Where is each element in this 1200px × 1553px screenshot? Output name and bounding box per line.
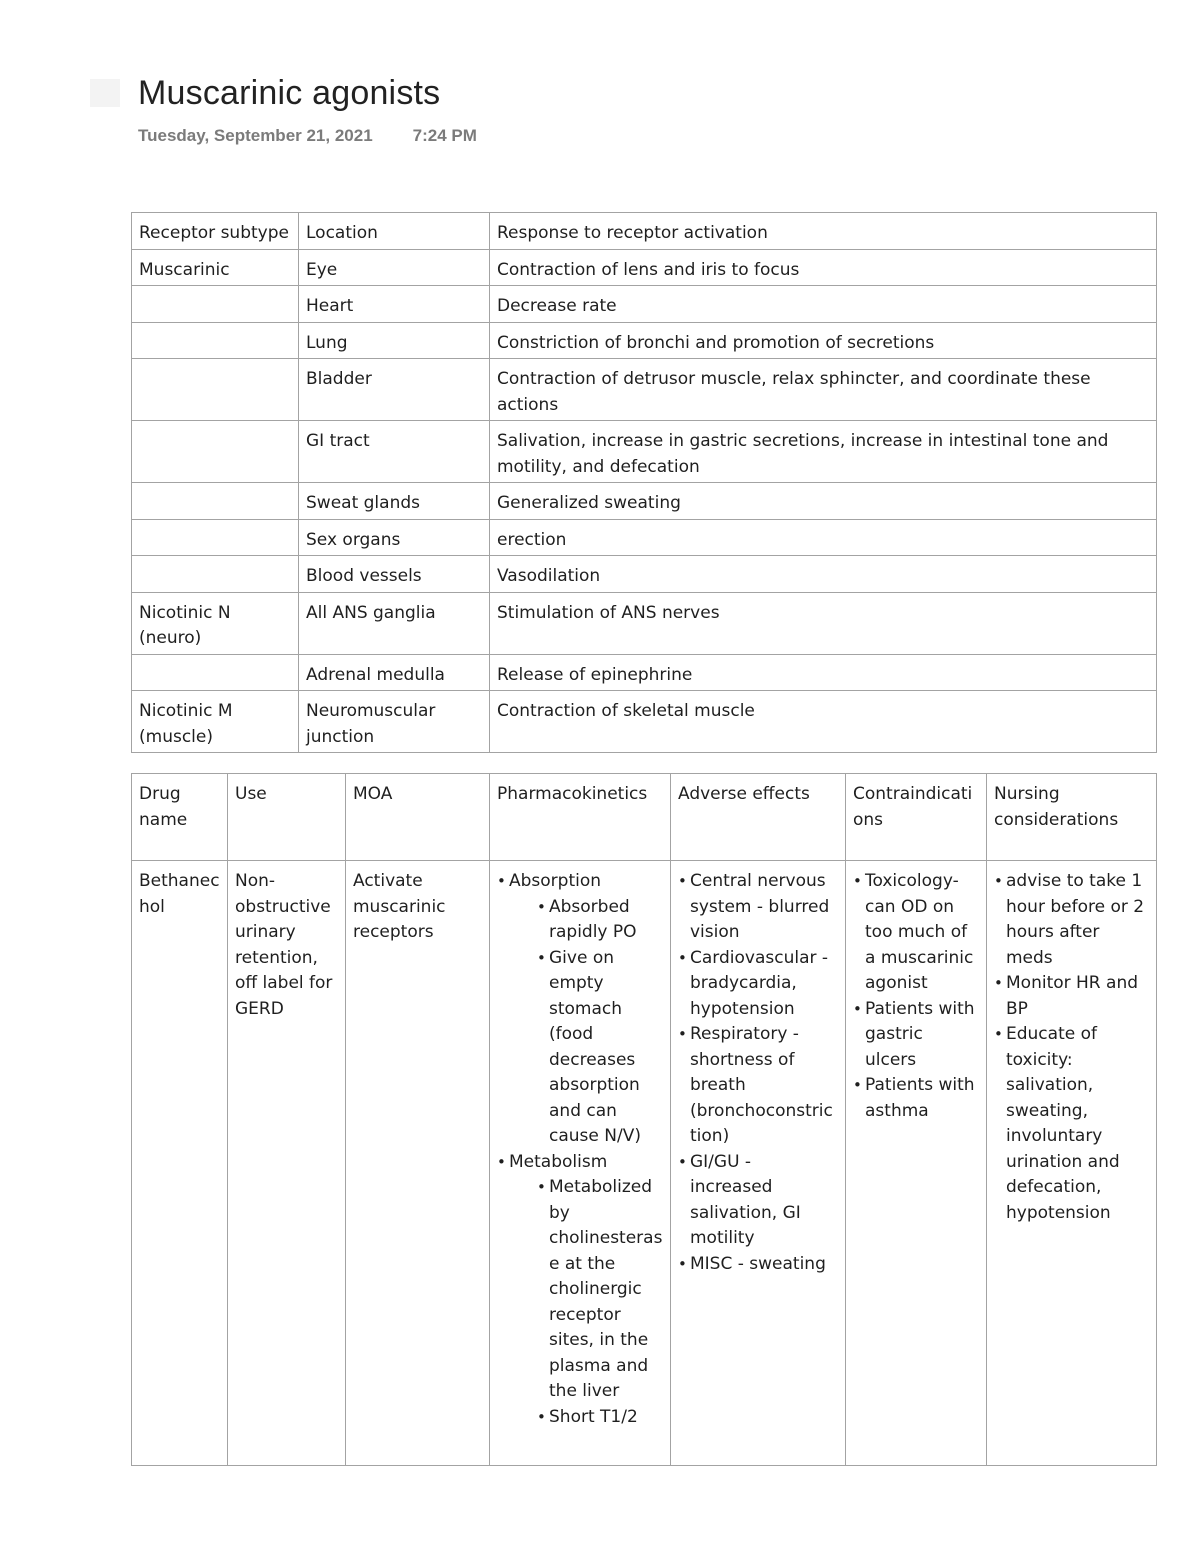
table-row xyxy=(132,556,1157,593)
list-item: • MISC - sweating xyxy=(678,1252,838,1278)
page-title: Muscarinic agonists xyxy=(138,74,441,112)
list-item: • Give on empty stomach (food decreases absorption and can cause N/V) xyxy=(537,946,663,1150)
header-cell: Receptor subtype xyxy=(132,213,299,250)
list-item: • Metabolism xyxy=(497,1150,663,1176)
metabolism-sublist xyxy=(537,1175,663,1430)
header-cell: Location xyxy=(299,213,490,250)
list-item: • Educate of toxicity: salivation, sweating, involuntary urination and defecation, hypotension xyxy=(994,1022,1149,1226)
table-cell: Sweat glands xyxy=(299,483,490,520)
table-cell: Salivation, increase in gastric secretions, increase in intestinal tone and motility, and defecation xyxy=(490,421,1157,483)
moa-cell: Activate muscarinic receptors xyxy=(346,861,490,1466)
pharmacokinetics-cell xyxy=(490,861,671,1466)
table-row xyxy=(132,691,1157,753)
drug-table xyxy=(131,773,1157,1466)
adverse-effects-cell xyxy=(671,861,846,1466)
list-item: • Patients with gastric ulcers xyxy=(853,997,979,1074)
table-row xyxy=(132,592,1157,654)
page-time: 7:24 PM xyxy=(412,126,477,145)
table-cell: Vasodilation xyxy=(490,556,1157,593)
contraindications-list xyxy=(853,869,979,1124)
table-cell: Muscarinic xyxy=(132,249,299,286)
table-row xyxy=(132,519,1157,556)
table-cell: Adrenal medulla xyxy=(299,654,490,691)
table-cell: Contraction of detrusor muscle, relax sphincter, and coordinate these actions xyxy=(490,359,1157,421)
table-row xyxy=(132,483,1157,520)
table-cell: Contraction of lens and iris to focus xyxy=(490,249,1157,286)
table-cell xyxy=(132,322,299,359)
contraindications-cell xyxy=(846,861,987,1466)
list-item: • Absorption xyxy=(497,869,663,895)
header-cell: Use xyxy=(228,774,346,861)
table-cell xyxy=(132,286,299,323)
table-cell: Heart xyxy=(299,286,490,323)
table-cell: All ANS ganglia xyxy=(299,592,490,654)
table-cell: GI tract xyxy=(299,421,490,483)
table-cell: Decrease rate xyxy=(490,286,1157,323)
page-date: Tuesday, September 21, 2021 xyxy=(138,126,373,145)
table-cell xyxy=(132,519,299,556)
table-cell: Neuromuscular junction xyxy=(299,691,490,753)
table-row xyxy=(132,322,1157,359)
header-cell: MOA xyxy=(346,774,490,861)
list-item: • Cardiovascular - bradycardia, hypotension xyxy=(678,946,838,1023)
list-item: • GI/GU - increased salivation, GI motility xyxy=(678,1150,838,1252)
pharmacokinetics-list xyxy=(497,1150,663,1176)
nursing-considerations-list xyxy=(994,869,1149,1226)
table-cell: Lung xyxy=(299,322,490,359)
table-cell: Bladder xyxy=(299,359,490,421)
header-cell: Drug name xyxy=(132,774,228,861)
header-cell: Response to receptor activation xyxy=(490,213,1157,250)
header-cell: Nursing considerations xyxy=(987,774,1157,861)
table-cell: Blood vessels xyxy=(299,556,490,593)
table-row xyxy=(132,286,1157,323)
absorption-sublist xyxy=(537,895,663,1150)
table-cell: Contraction of skeletal muscle xyxy=(490,691,1157,753)
table-row xyxy=(132,861,1157,1466)
nursing-considerations-cell xyxy=(987,861,1157,1466)
table-cell: Sex organs xyxy=(299,519,490,556)
table-cell xyxy=(132,421,299,483)
page-marker xyxy=(90,79,120,107)
header-cell: Contraindications xyxy=(846,774,987,861)
table-cell: Eye xyxy=(299,249,490,286)
table-cell: Constriction of bronchi and promotion of secretions xyxy=(490,322,1157,359)
table-cell xyxy=(132,359,299,421)
adverse-effects-list xyxy=(678,869,838,1277)
list-item: • Absorbed rapidly PO xyxy=(537,895,663,946)
list-item: • Metabolized by cholinesterase at the cholinergic receptor sites, in the plasma and the liver xyxy=(537,1175,663,1405)
table-header-row xyxy=(132,213,1157,250)
list-item: • advise to take 1 hour before or 2 hours after meds xyxy=(994,869,1149,971)
table-cell xyxy=(132,483,299,520)
header-cell: Pharmacokinetics xyxy=(490,774,671,861)
table-cell: Nicotinic N (neuro) xyxy=(132,592,299,654)
use-cell: Non-obstructive urinary retention, off label for GERD xyxy=(228,861,346,1466)
pharmacokinetics-list xyxy=(497,869,663,895)
list-item: • Central nervous system - blurred vision xyxy=(678,869,838,946)
table-cell: erection xyxy=(490,519,1157,556)
table-row xyxy=(132,249,1157,286)
list-item: • Patients with asthma xyxy=(853,1073,979,1124)
table-cell: Nicotinic M (muscle) xyxy=(132,691,299,753)
list-item: • Short T1/2 xyxy=(537,1405,663,1431)
drug-name-cell: Bethanechol xyxy=(132,861,228,1466)
table-header-row xyxy=(132,774,1157,861)
table-cell xyxy=(132,654,299,691)
table-cell: Release of epinephrine xyxy=(490,654,1157,691)
table-cell: Stimulation of ANS nerves xyxy=(490,592,1157,654)
table-cell: Generalized sweating xyxy=(490,483,1157,520)
receptor-table xyxy=(131,212,1157,753)
table-row xyxy=(132,654,1157,691)
list-item: • Monitor HR and BP xyxy=(994,971,1149,1022)
list-item: • Respiratory - shortness of breath (bronchoconstriction) xyxy=(678,1022,838,1150)
table-cell xyxy=(132,556,299,593)
list-item: • Toxicology- can OD on too much of a muscarinic agonist xyxy=(853,869,979,997)
table-row xyxy=(132,359,1157,421)
table-row xyxy=(132,421,1157,483)
page-timestamp xyxy=(138,126,477,146)
header-cell: Adverse effects xyxy=(671,774,846,861)
